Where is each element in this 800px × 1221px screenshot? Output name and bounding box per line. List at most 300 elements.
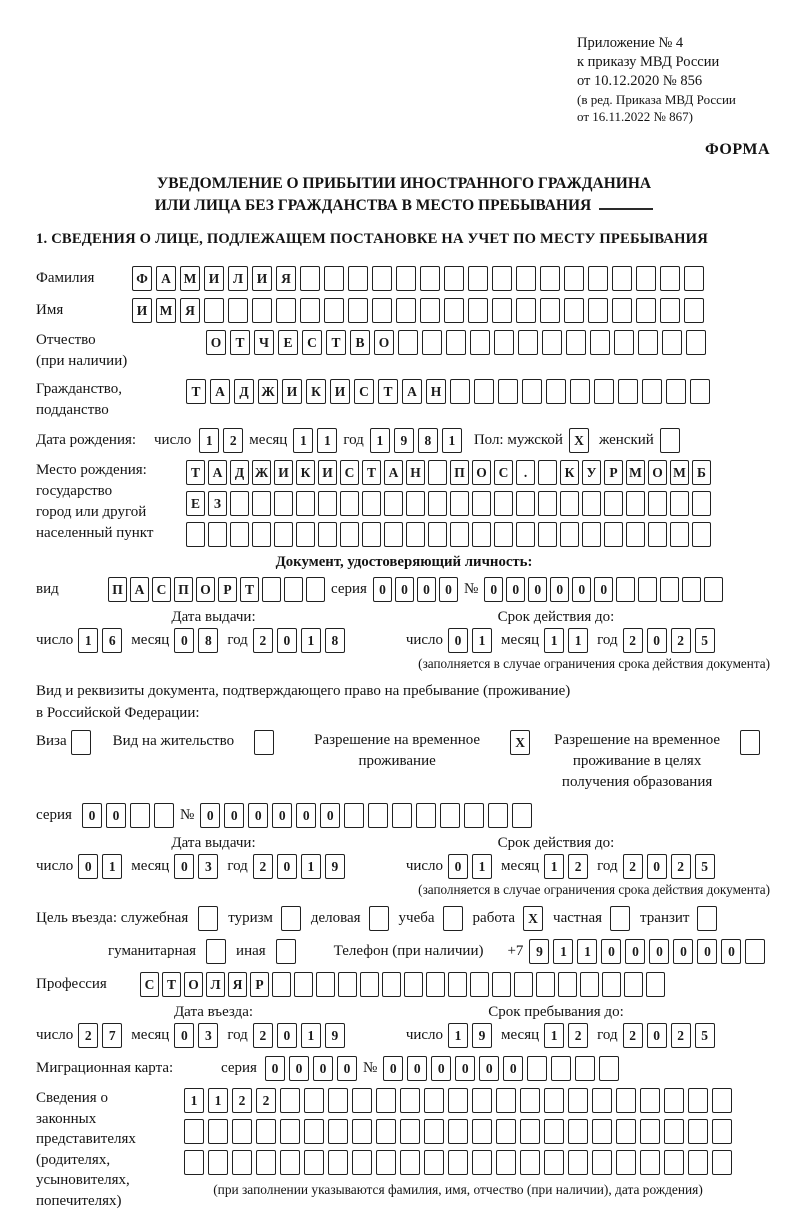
form-cell[interactable]: 0 xyxy=(431,1056,451,1081)
form-cell[interactable] xyxy=(590,330,610,355)
form-cell[interactable]: 2 xyxy=(223,428,243,453)
form-cell[interactable] xyxy=(396,266,416,291)
form-cell[interactable] xyxy=(616,577,635,602)
form-cell[interactable] xyxy=(252,522,271,547)
form-cell[interactable]: 0 xyxy=(337,1056,357,1081)
form-cell[interactable] xyxy=(582,522,601,547)
form-cell[interactable]: 0 xyxy=(78,854,98,879)
form-cell[interactable] xyxy=(372,298,392,323)
form-cell[interactable]: 2 xyxy=(253,1023,273,1048)
form-cell[interactable] xyxy=(616,1119,636,1144)
form-cell[interactable] xyxy=(602,972,621,997)
form-cell[interactable] xyxy=(612,298,632,323)
form-cell[interactable] xyxy=(522,379,542,404)
form-cell[interactable]: У xyxy=(582,460,601,485)
form-cell[interactable] xyxy=(300,266,320,291)
form-cell[interactable] xyxy=(424,1119,444,1144)
form-cell[interactable] xyxy=(274,491,293,516)
form-cell[interactable] xyxy=(338,972,357,997)
form-cell[interactable]: П xyxy=(450,460,469,485)
form-cell[interactable]: И xyxy=(274,460,293,485)
form-cell[interactable]: 8 xyxy=(325,628,345,653)
form-cell[interactable]: Р xyxy=(218,577,237,602)
form-cell[interactable]: 9 xyxy=(529,939,549,964)
form-cell[interactable] xyxy=(640,1088,660,1113)
form-cell[interactable] xyxy=(362,522,381,547)
form-cell[interactable]: 0 xyxy=(395,577,414,602)
form-cell[interactable]: Т xyxy=(240,577,259,602)
form-cell[interactable] xyxy=(444,266,464,291)
form-cell[interactable]: Ч xyxy=(254,330,274,355)
form-cell[interactable] xyxy=(614,330,634,355)
form-cell[interactable] xyxy=(230,522,249,547)
form-cell[interactable] xyxy=(616,1088,636,1113)
form-cell[interactable] xyxy=(494,522,513,547)
form-cell[interactable]: Я xyxy=(180,298,200,323)
form-cell[interactable]: 0 xyxy=(455,1056,475,1081)
form-cell[interactable] xyxy=(208,522,227,547)
form-cell[interactable]: Е xyxy=(278,330,298,355)
form-cell[interactable] xyxy=(198,906,218,931)
form-cell[interactable] xyxy=(604,491,623,516)
form-cell[interactable] xyxy=(564,266,584,291)
form-cell[interactable] xyxy=(450,522,469,547)
form-cell[interactable]: О xyxy=(206,330,226,355)
form-cell[interactable]: Л xyxy=(228,266,248,291)
form-cell[interactable]: 9 xyxy=(325,854,345,879)
form-cell[interactable] xyxy=(340,522,359,547)
form-cell[interactable] xyxy=(468,266,488,291)
form-cell[interactable]: М xyxy=(626,460,645,485)
form-cell[interactable] xyxy=(588,266,608,291)
form-cell[interactable] xyxy=(540,298,560,323)
form-cell[interactable] xyxy=(348,298,368,323)
form-cell[interactable] xyxy=(626,491,645,516)
form-cell[interactable] xyxy=(618,379,638,404)
form-cell[interactable] xyxy=(664,1088,684,1113)
form-cell[interactable]: 0 xyxy=(721,939,741,964)
form-cell[interactable] xyxy=(252,491,271,516)
form-cell[interactable]: 5 xyxy=(695,854,715,879)
form-cell[interactable]: 0 xyxy=(649,939,669,964)
form-cell[interactable] xyxy=(536,972,555,997)
form-cell[interactable]: X xyxy=(569,428,589,453)
form-cell[interactable] xyxy=(300,298,320,323)
form-cell[interactable]: 0 xyxy=(647,628,667,653)
form-cell[interactable]: А xyxy=(210,379,230,404)
form-cell[interactable]: 0 xyxy=(383,1056,403,1081)
form-cell[interactable] xyxy=(684,298,704,323)
form-cell[interactable]: Р xyxy=(604,460,623,485)
form-cell[interactable]: М xyxy=(180,266,200,291)
form-cell[interactable] xyxy=(542,330,562,355)
form-cell[interactable]: 1 xyxy=(208,1088,228,1113)
form-cell[interactable] xyxy=(296,491,315,516)
form-cell[interactable]: И xyxy=(318,460,337,485)
form-cell[interactable]: К xyxy=(306,379,326,404)
form-cell[interactable]: О xyxy=(196,577,215,602)
form-cell[interactable]: А xyxy=(156,266,176,291)
form-cell[interactable] xyxy=(71,730,91,755)
form-cell[interactable] xyxy=(186,522,205,547)
form-cell[interactable]: 1 xyxy=(448,1023,468,1048)
form-cell[interactable] xyxy=(704,577,723,602)
form-cell[interactable] xyxy=(648,491,667,516)
form-cell[interactable] xyxy=(384,522,403,547)
form-cell[interactable] xyxy=(369,906,389,931)
form-cell[interactable]: З xyxy=(208,491,227,516)
form-cell[interactable] xyxy=(648,522,667,547)
form-cell[interactable]: 1 xyxy=(577,939,597,964)
form-cell[interactable] xyxy=(612,266,632,291)
form-cell[interactable]: 1 xyxy=(78,628,98,653)
form-cell[interactable] xyxy=(398,330,418,355)
form-cell[interactable]: 0 xyxy=(448,854,468,879)
form-cell[interactable] xyxy=(640,1119,660,1144)
form-cell[interactable]: И xyxy=(282,379,302,404)
form-cell[interactable]: X xyxy=(523,906,543,931)
form-cell[interactable] xyxy=(304,1088,324,1113)
form-cell[interactable] xyxy=(470,972,489,997)
form-cell[interactable] xyxy=(443,906,463,931)
form-cell[interactable]: В xyxy=(350,330,370,355)
form-cell[interactable] xyxy=(324,266,344,291)
form-cell[interactable]: 0 xyxy=(572,577,591,602)
form-cell[interactable] xyxy=(666,379,686,404)
form-cell[interactable] xyxy=(416,803,436,828)
form-cell[interactable]: М xyxy=(156,298,176,323)
form-cell[interactable]: 1 xyxy=(102,854,122,879)
form-cell[interactable] xyxy=(626,522,645,547)
form-cell[interactable] xyxy=(688,1119,708,1144)
form-cell[interactable] xyxy=(527,1056,547,1081)
form-cell[interactable]: 0 xyxy=(625,939,645,964)
form-cell[interactable]: 5 xyxy=(695,628,715,653)
form-cell[interactable] xyxy=(328,1088,348,1113)
form-cell[interactable] xyxy=(546,379,566,404)
form-cell[interactable] xyxy=(396,298,416,323)
form-cell[interactable]: 2 xyxy=(568,854,588,879)
form-cell[interactable]: 0 xyxy=(296,803,316,828)
form-cell[interactable]: 0 xyxy=(550,577,569,602)
form-cell[interactable] xyxy=(660,577,679,602)
form-cell[interactable]: С xyxy=(140,972,159,997)
form-cell[interactable]: 0 xyxy=(601,939,621,964)
form-cell[interactable] xyxy=(568,1088,588,1113)
form-cell[interactable] xyxy=(208,1119,228,1144)
form-cell[interactable] xyxy=(348,266,368,291)
form-cell[interactable] xyxy=(428,491,447,516)
form-cell[interactable] xyxy=(256,1119,276,1144)
form-cell[interactable]: 0 xyxy=(697,939,717,964)
form-cell[interactable] xyxy=(352,1088,372,1113)
form-cell[interactable] xyxy=(470,330,490,355)
form-cell[interactable]: Т xyxy=(162,972,181,997)
form-cell[interactable] xyxy=(740,730,760,755)
form-cell[interactable] xyxy=(638,577,657,602)
form-cell[interactable] xyxy=(254,730,274,755)
form-cell[interactable] xyxy=(368,803,388,828)
form-cell[interactable] xyxy=(450,379,470,404)
form-cell[interactable] xyxy=(662,330,682,355)
form-cell[interactable] xyxy=(130,803,150,828)
form-cell[interactable] xyxy=(376,1119,396,1144)
form-cell[interactable] xyxy=(636,266,656,291)
form-cell[interactable]: Б xyxy=(692,460,711,485)
form-cell[interactable]: Д xyxy=(230,460,249,485)
form-cell[interactable] xyxy=(228,298,248,323)
form-cell[interactable]: 1 xyxy=(472,628,492,653)
form-cell[interactable] xyxy=(610,906,630,931)
form-cell[interactable]: . xyxy=(516,460,535,485)
form-cell[interactable] xyxy=(318,522,337,547)
form-cell[interactable]: 1 xyxy=(544,1023,564,1048)
form-cell[interactable]: П xyxy=(108,577,127,602)
form-cell[interactable] xyxy=(448,972,467,997)
form-cell[interactable] xyxy=(588,298,608,323)
form-cell[interactable] xyxy=(516,298,536,323)
form-cell[interactable] xyxy=(232,1119,252,1144)
form-cell[interactable] xyxy=(472,1119,492,1144)
form-cell[interactable]: И xyxy=(132,298,152,323)
form-cell[interactable]: С xyxy=(340,460,359,485)
form-cell[interactable] xyxy=(492,298,512,323)
form-cell[interactable] xyxy=(745,939,765,964)
form-cell[interactable]: 2 xyxy=(623,1023,643,1048)
form-cell[interactable]: Т xyxy=(230,330,250,355)
form-cell[interactable]: 1 xyxy=(301,1023,321,1048)
form-cell[interactable] xyxy=(514,972,533,997)
form-cell[interactable]: 9 xyxy=(394,428,414,453)
form-cell[interactable]: 0 xyxy=(277,1023,297,1048)
form-cell[interactable]: Р xyxy=(250,972,269,997)
form-cell[interactable] xyxy=(328,1119,348,1144)
form-cell[interactable] xyxy=(660,298,680,323)
form-cell[interactable]: А xyxy=(208,460,227,485)
form-cell[interactable] xyxy=(154,803,174,828)
form-cell[interactable] xyxy=(570,379,590,404)
form-cell[interactable]: С xyxy=(494,460,513,485)
form-cell[interactable] xyxy=(252,298,272,323)
form-cell[interactable] xyxy=(404,972,423,997)
form-cell[interactable] xyxy=(276,939,296,964)
form-cell[interactable]: 0 xyxy=(528,577,547,602)
form-cell[interactable] xyxy=(406,522,425,547)
form-cell[interactable] xyxy=(488,803,508,828)
form-cell[interactable] xyxy=(592,1088,612,1113)
form-cell[interactable]: Т xyxy=(186,379,206,404)
form-cell[interactable]: 2 xyxy=(568,1023,588,1048)
form-cell[interactable]: С xyxy=(302,330,322,355)
form-cell[interactable] xyxy=(426,972,445,997)
form-cell[interactable]: 1 xyxy=(370,428,390,453)
form-cell[interactable]: А xyxy=(402,379,422,404)
form-cell[interactable] xyxy=(697,906,717,931)
form-cell[interactable] xyxy=(318,491,337,516)
form-cell[interactable]: 2 xyxy=(253,628,273,653)
form-cell[interactable]: 1 xyxy=(472,854,492,879)
form-cell[interactable] xyxy=(440,803,460,828)
form-cell[interactable] xyxy=(692,522,711,547)
form-cell[interactable]: Т xyxy=(362,460,381,485)
form-cell[interactable] xyxy=(670,522,689,547)
form-cell[interactable] xyxy=(494,330,514,355)
form-cell[interactable] xyxy=(684,266,704,291)
form-cell[interactable]: 0 xyxy=(320,803,340,828)
form-cell[interactable]: 0 xyxy=(272,803,292,828)
form-cell[interactable] xyxy=(422,330,442,355)
form-cell[interactable] xyxy=(428,522,447,547)
form-cell[interactable]: 0 xyxy=(224,803,244,828)
form-cell[interactable] xyxy=(274,522,293,547)
form-cell[interactable] xyxy=(712,1088,732,1113)
form-cell[interactable]: 2 xyxy=(232,1088,252,1113)
form-cell[interactable] xyxy=(566,330,586,355)
form-cell[interactable]: 0 xyxy=(289,1056,309,1081)
form-cell[interactable] xyxy=(472,1088,492,1113)
form-cell[interactable] xyxy=(496,1119,516,1144)
form-cell[interactable]: 1 xyxy=(199,428,219,453)
form-cell[interactable] xyxy=(296,522,315,547)
form-cell[interactable]: Е xyxy=(186,491,205,516)
form-cell[interactable]: Т xyxy=(326,330,346,355)
form-cell[interactable] xyxy=(690,379,710,404)
form-cell[interactable] xyxy=(492,266,512,291)
form-cell[interactable] xyxy=(560,522,579,547)
form-cell[interactable] xyxy=(575,1056,595,1081)
form-cell[interactable] xyxy=(281,906,301,931)
form-cell[interactable]: 0 xyxy=(106,803,126,828)
form-cell[interactable] xyxy=(544,1119,564,1144)
form-cell[interactable] xyxy=(516,491,535,516)
form-cell[interactable] xyxy=(400,1088,420,1113)
form-cell[interactable]: Т xyxy=(378,379,398,404)
form-cell[interactable]: А xyxy=(384,460,403,485)
form-cell[interactable]: Н xyxy=(426,379,446,404)
form-cell[interactable] xyxy=(498,379,518,404)
form-cell[interactable] xyxy=(638,330,658,355)
form-cell[interactable]: И xyxy=(330,379,350,404)
form-cell[interactable] xyxy=(544,1088,564,1113)
form-cell[interactable] xyxy=(372,266,392,291)
form-cell[interactable] xyxy=(538,522,557,547)
form-cell[interactable]: А xyxy=(130,577,149,602)
form-cell[interactable] xyxy=(692,491,711,516)
form-cell[interactable]: 0 xyxy=(673,939,693,964)
form-cell[interactable] xyxy=(538,460,557,485)
form-cell[interactable]: 0 xyxy=(594,577,613,602)
form-cell[interactable] xyxy=(520,1088,540,1113)
form-cell[interactable]: О xyxy=(472,460,491,485)
form-cell[interactable]: 3 xyxy=(198,854,218,879)
form-cell[interactable]: 9 xyxy=(472,1023,492,1048)
form-cell[interactable]: Т xyxy=(186,460,205,485)
form-cell[interactable] xyxy=(276,298,296,323)
form-cell[interactable] xyxy=(594,379,614,404)
form-cell[interactable] xyxy=(660,266,680,291)
form-cell[interactable] xyxy=(472,522,491,547)
form-cell[interactable]: 2 xyxy=(256,1088,276,1113)
form-cell[interactable]: 9 xyxy=(325,1023,345,1048)
form-cell[interactable] xyxy=(406,491,425,516)
form-cell[interactable] xyxy=(688,1088,708,1113)
form-cell[interactable]: 1 xyxy=(568,628,588,653)
form-cell[interactable]: 0 xyxy=(479,1056,499,1081)
form-cell[interactable]: К xyxy=(560,460,579,485)
form-cell[interactable] xyxy=(520,1119,540,1144)
form-cell[interactable]: 0 xyxy=(200,803,220,828)
form-cell[interactable]: Ф xyxy=(132,266,152,291)
form-cell[interactable]: 0 xyxy=(277,628,297,653)
form-cell[interactable] xyxy=(360,972,379,997)
form-cell[interactable]: 0 xyxy=(313,1056,333,1081)
form-cell[interactable] xyxy=(551,1056,571,1081)
form-cell[interactable] xyxy=(686,330,706,355)
form-cell[interactable] xyxy=(560,491,579,516)
form-cell[interactable]: 2 xyxy=(623,628,643,653)
form-cell[interactable]: 0 xyxy=(647,1023,667,1048)
form-cell[interactable]: 0 xyxy=(407,1056,427,1081)
form-cell[interactable]: X xyxy=(510,730,530,755)
form-cell[interactable]: О xyxy=(648,460,667,485)
form-cell[interactable]: С xyxy=(152,577,171,602)
form-cell[interactable]: 0 xyxy=(506,577,525,602)
form-cell[interactable]: 1 xyxy=(293,428,313,453)
form-cell[interactable] xyxy=(424,1088,444,1113)
form-cell[interactable] xyxy=(624,972,643,997)
form-cell[interactable]: 2 xyxy=(671,628,691,653)
form-cell[interactable] xyxy=(428,460,447,485)
form-cell[interactable]: И xyxy=(204,266,224,291)
form-cell[interactable]: 0 xyxy=(647,854,667,879)
form-cell[interactable] xyxy=(400,1119,420,1144)
form-cell[interactable]: 0 xyxy=(277,854,297,879)
form-cell[interactable]: 1 xyxy=(301,854,321,879)
form-cell[interactable] xyxy=(392,803,412,828)
form-cell[interactable]: 2 xyxy=(253,854,273,879)
form-cell[interactable] xyxy=(362,491,381,516)
form-cell[interactable] xyxy=(280,1088,300,1113)
form-cell[interactable] xyxy=(664,1119,684,1144)
form-cell[interactable] xyxy=(670,491,689,516)
form-cell[interactable] xyxy=(646,972,665,997)
form-cell[interactable] xyxy=(450,491,469,516)
form-cell[interactable] xyxy=(344,803,364,828)
form-cell[interactable]: Н xyxy=(406,460,425,485)
form-cell[interactable]: Ж xyxy=(252,460,271,485)
form-cell[interactable] xyxy=(324,298,344,323)
form-cell[interactable] xyxy=(444,298,464,323)
form-cell[interactable] xyxy=(516,266,536,291)
form-cell[interactable] xyxy=(472,491,491,516)
form-cell[interactable]: Д xyxy=(234,379,254,404)
form-cell[interactable] xyxy=(420,298,440,323)
form-cell[interactable] xyxy=(660,428,680,453)
form-cell[interactable]: 0 xyxy=(417,577,436,602)
form-cell[interactable]: 8 xyxy=(198,628,218,653)
form-cell[interactable] xyxy=(184,1119,204,1144)
form-cell[interactable] xyxy=(280,1119,300,1144)
form-cell[interactable]: 1 xyxy=(544,854,564,879)
form-cell[interactable] xyxy=(382,972,401,997)
form-cell[interactable] xyxy=(580,972,599,997)
form-cell[interactable]: 0 xyxy=(373,577,392,602)
form-cell[interactable]: Я xyxy=(228,972,247,997)
form-cell[interactable] xyxy=(384,491,403,516)
form-cell[interactable] xyxy=(206,939,226,964)
form-cell[interactable] xyxy=(512,803,532,828)
form-cell[interactable]: К xyxy=(296,460,315,485)
